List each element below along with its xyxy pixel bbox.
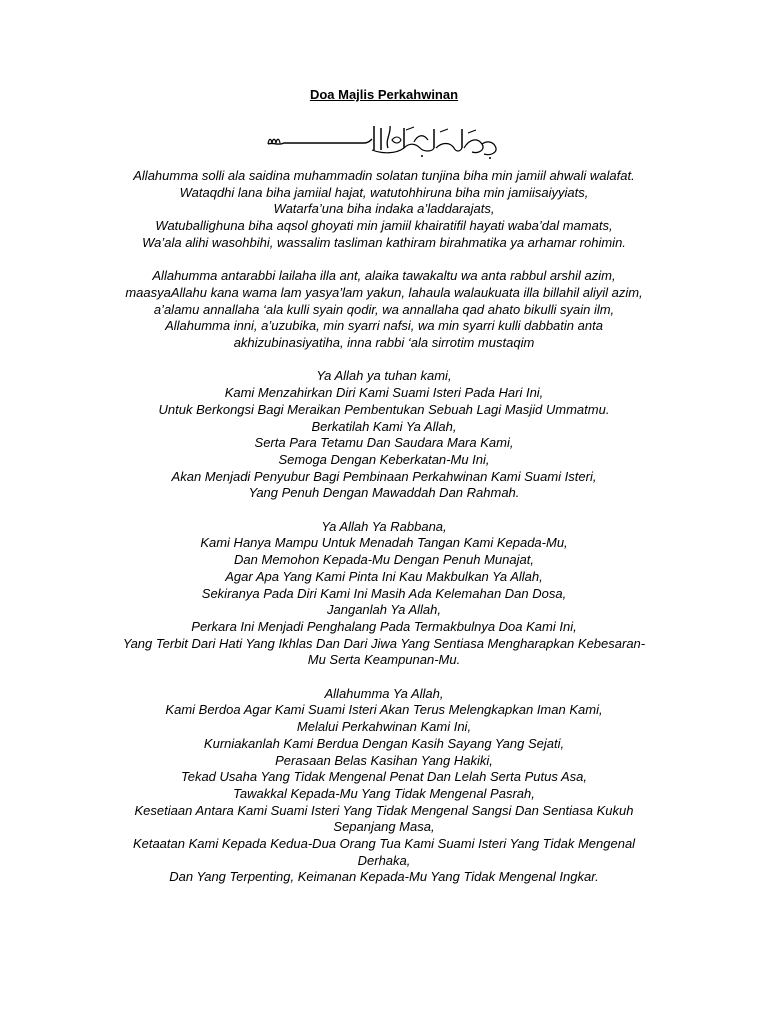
- prayer-line: a’alamu annallaha ‘ala kulli syain qodir, wa annallaha qad ahato bikulli syain ilm,: [153, 301, 615, 317]
- prayer-line: Watuballighuna biha aqsol ghoyati min jamiil khairatifil hayati waba’dal mamats,: [155, 218, 613, 234]
- prayer-line: Perasaan Belas Kasihan Yang Hakiki,: [275, 752, 493, 768]
- prayer-line: maasyaAllahu kana wama lam yasya’lam yakun, lahaula walaukuata illa billahil aliyil azim,: [125, 284, 643, 300]
- prayer-line: Agar Apa Yang Kami Pinta Ini Kau Makbulkan Ya Allah,: [225, 568, 543, 584]
- prayer-line: Kurniakanlah Kami Berdua Dengan Kasih Sayang Yang Sejati,: [203, 735, 565, 751]
- bismillah-calligraphy: [264, 120, 504, 160]
- prayer-line: Akan Menjadi Penyubur Bagi Pembinaan Perkahwinan Kami Suami Isteri,: [171, 468, 597, 484]
- prayer-line: Kami Berdoa Agar Kami Suami Isteri Akan Terus Melengkapkan Iman Kami,: [165, 702, 603, 718]
- prayer-line: Janganlah Ya Allah,: [327, 602, 441, 618]
- prayer-line: Melalui Perkahwinan Kami Ini,: [296, 719, 472, 735]
- prayer-line: Wa’ala alihi wasohbihi, wassalim tasliman kathiram birahmatika ya arhamar rohimin.: [142, 234, 626, 250]
- prayer-line: Sekiranya Pada Diri Kami Ini Masih Ada Kelemahan Dan Dosa,: [201, 585, 567, 601]
- prayer-line: Ya Allah Ya Rabbana,: [321, 518, 447, 534]
- prayer-line: Allahumma solli ala saidina muhammadin solatan tunjina biha min jamiil ahwali walafat.: [133, 168, 635, 183]
- prayer-line: Dan Memohon Kepada-Mu Dengan Penuh Munajat,: [234, 552, 534, 568]
- prayer-text: [84, 168, 684, 903]
- prayer-line: Perkara Ini Menjadi Penghalang Pada Termakbulnya Doa Kami Ini,: [191, 618, 577, 634]
- prayer-line: Mu Serta Keampunan-Mu.: [307, 652, 461, 668]
- prayer-line: Tawakkal Kepada-Mu Yang Tidak Mengenal Pasrah,: [233, 785, 535, 801]
- prayer-line: Dan Yang Terpenting, Keimanan Kepada-Mu Yang Tidak Mengenal Ingkar.: [169, 869, 599, 885]
- prayer-stanza: [84, 686, 684, 886]
- prayer-line: Kesetiaan Antara Kami Suami Isteri Yang Tidak Mengenal Sangsi Dan Sentiasa Kukuh: [134, 802, 634, 818]
- prayer-line: Ketaatan Kami Kepada Kedua-Dua Orang Tua Kami Suami Isteri Yang Tidak Mengenal: [132, 836, 636, 852]
- prayer-stanza: [84, 368, 684, 502]
- prayer-line: Untuk Berkongsi Bagi Meraikan Pembentukan Sebuah Lagi Masjid Ummatmu.: [158, 401, 610, 417]
- page-title: Doa Majlis Perkahwinan: [309, 87, 459, 102]
- prayer-line: Allahumma Ya Allah,: [324, 685, 444, 701]
- prayer-line: akhizubinasiyatiha, inna rabbi ‘ala sirrotim mustaqim: [233, 335, 535, 351]
- prayer-line: Allahumma inni, a’uzubika, min syarri nafsi, wa min syarri kulli dabbatin anta: [165, 318, 603, 334]
- prayer-line: Serta Para Tetamu Dan Saudara Mara Kami,: [254, 435, 514, 451]
- prayer-line: Berkatilah Kami Ya Allah,: [311, 418, 457, 434]
- prayer-line: Kami Menzahirkan Diri Kami Suami Isteri Pada Hari Ini,: [224, 385, 544, 401]
- prayer-line: Ya Allah ya tuhan kami,: [316, 368, 452, 384]
- prayer-stanza: [84, 519, 684, 669]
- prayer-line: Sepanjang Masa,: [333, 819, 435, 835]
- prayer-line: Kami Hanya Mampu Untuk Menadah Tangan Kami Kepada-Mu,: [200, 535, 568, 551]
- prayer-line: Derhaka,: [357, 852, 411, 868]
- prayer-line: Yang Penuh Dengan Mawaddah Dan Rahmah.: [248, 485, 520, 501]
- prayer-line: Tekad Usaha Yang Tidak Mengenal Penat Dan Lelah Serta Putus Asa,: [180, 769, 588, 785]
- prayer-stanza: [84, 268, 684, 352]
- prayer-line: Watarfa’una biha indaka a’laddarajats,: [273, 201, 495, 217]
- prayer-stanza: [84, 168, 684, 252]
- prayer-line: Wataqdhi lana biha jamiial hajat, watutohhiruna biha min jamiisaiyyiats,: [179, 184, 589, 200]
- prayer-line: Yang Terbit Dari Hati Yang Ikhlas Dan Dari Jiwa Yang Sentiasa Mengharapkan Kebesaran-: [122, 635, 646, 651]
- prayer-line: Allahumma antarabbi lailaha illa ant, alaika tawakaltu wa anta rabbul arshil azim,: [152, 268, 616, 284]
- prayer-line: Semoga Dengan Keberkatan-Mu Ini,: [278, 451, 490, 467]
